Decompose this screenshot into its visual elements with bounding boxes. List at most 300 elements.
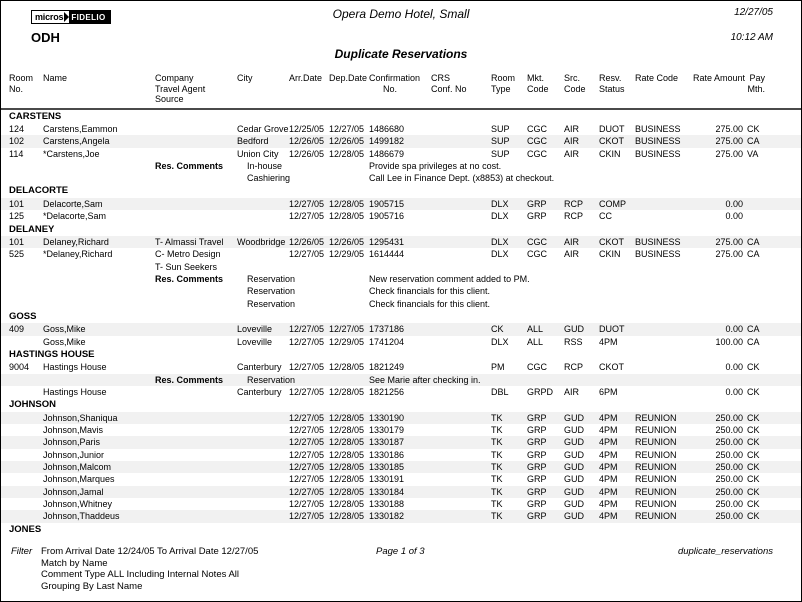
cell-city (237, 248, 289, 273)
cell-rate_code (635, 336, 693, 348)
cell-dep: 12/28/05 (329, 462, 365, 473)
column-header-row (1, 71, 801, 110)
column-header-line: Confirmation (369, 73, 421, 83)
report-id: duplicate_reservations (677, 546, 773, 558)
cell-room: 9004 (9, 362, 30, 373)
cell-crs (431, 498, 491, 510)
reservation-row (1, 412, 801, 424)
cell-city (237, 424, 289, 436)
column-header-room (9, 73, 43, 105)
cell-mkt: GRP (527, 449, 547, 460)
cell-dep: 12/26/05 (329, 237, 365, 248)
cell-name: Johnson,Whitney (43, 498, 113, 509)
reservation-row (1, 449, 801, 461)
cell-resv: CKIN (599, 148, 621, 159)
cell-src: GUD (564, 437, 584, 448)
cell-rate_code: REUNION (635, 462, 677, 473)
reservation-row (1, 210, 801, 222)
cell-company (155, 135, 237, 147)
cell-conf: 1330185 (369, 462, 405, 473)
group-header: HASTINGS HOUSE (9, 348, 95, 360)
cell-rate_code: BUSINESS (635, 249, 681, 260)
cell-rate_code: BUSINESS (635, 124, 681, 134)
cell-mkt: GRP (527, 198, 547, 209)
cell-type: CK (491, 324, 504, 335)
cell-city (237, 510, 289, 522)
res-comments-label (155, 285, 237, 297)
cell-mkt: CGC (527, 136, 547, 147)
cell-amount: 275.00 (715, 148, 743, 159)
reservation-row (1, 486, 801, 498)
cell-resv: CC (599, 211, 612, 222)
cell-pay: CK (747, 511, 760, 522)
cell-pay (743, 210, 769, 222)
cell-room (9, 412, 43, 424)
cell-amount: 250.00 (715, 449, 743, 460)
cell-conf: 1499182 (369, 136, 405, 147)
cell-src: GUD (564, 511, 584, 522)
cell-arr: 12/27/05 (289, 387, 325, 398)
cell-mkt: GRP (527, 437, 547, 448)
cell-conf: 1330190 (369, 412, 405, 423)
cell-crs (431, 386, 491, 398)
reservation-row (1, 248, 801, 273)
column-header-line: Mth. (747, 83, 765, 94)
cell-rate_code (635, 361, 693, 373)
cell-src: GUD (564, 462, 584, 473)
cell-city (237, 498, 289, 510)
cell-conf: 1330179 (369, 425, 405, 436)
column-header-line: CRS (431, 73, 451, 83)
cell-pay: CK (747, 449, 760, 460)
comment-text: Provide spa privileges at no cost. (369, 160, 502, 171)
cell-name: Delacorte,Sam (43, 198, 103, 209)
cell-arr: 12/27/05 (289, 249, 325, 260)
cell-dep: 12/27/05 (329, 324, 365, 335)
res-comments-label (155, 298, 237, 310)
cell-crs (431, 461, 491, 473)
cell-type: TK (491, 425, 503, 436)
cell-rate_code: BUSINESS (635, 136, 681, 147)
cell-rate_code: REUNION (635, 486, 677, 497)
cell-arr: 12/27/05 (289, 425, 325, 436)
column-header-line: Arr.Date (289, 73, 323, 83)
cell-amount: 250.00 (715, 511, 743, 522)
cell-dep: 12/28/05 (329, 148, 365, 159)
cell-company (155, 424, 237, 436)
cell-name: Goss,Mike (43, 336, 86, 347)
cell-company (155, 336, 237, 348)
cell-mkt: GRP (527, 511, 547, 522)
cell-pay: CK (747, 474, 760, 485)
cell-pay: CK (747, 462, 760, 473)
cell-rate_code: REUNION (635, 412, 677, 423)
column-header-line: Code (564, 83, 586, 94)
filter-line: Grouping By Last Name (41, 580, 143, 592)
cell-amount: 275.00 (715, 237, 743, 248)
company-line: T- Almassi Travel (155, 237, 224, 248)
cell-amount: 250.00 (715, 437, 743, 448)
cell-crs (431, 486, 491, 498)
cell-type: DLX (491, 249, 509, 260)
res-comments-label: Res. Comments (155, 374, 224, 385)
cell-resv: 6PM (599, 387, 618, 398)
column-header-line: Mkt. (527, 73, 544, 83)
cell-crs (431, 449, 491, 461)
cell-rate_code: REUNION (635, 425, 677, 436)
report-date: 12/27/05 (734, 7, 773, 18)
column-header-line: Travel Agent (155, 83, 206, 94)
cell-amount: 0.00 (725, 362, 743, 373)
group-header: JONES (9, 523, 42, 535)
cell-mkt: GRP (527, 462, 547, 473)
column-header-conf (369, 73, 431, 105)
cell-type: TK (491, 486, 503, 497)
cell-pay: CA (747, 249, 760, 260)
column-header-name (43, 73, 155, 105)
cell-room (9, 424, 43, 436)
cell-arr: 12/27/05 (289, 511, 325, 522)
cell-room (9, 336, 43, 348)
cell-name: Carstens,Eammon (43, 124, 118, 134)
cell-name: Carstens,Angela (43, 136, 110, 147)
comment-source: Reservation (247, 273, 296, 284)
comment-text: Check financials for this client. (369, 298, 491, 309)
cell-resv: CKOT (599, 136, 625, 147)
cell-pay: VA (747, 148, 759, 159)
cell-room: 102 (9, 136, 25, 147)
cell-conf: 1737186 (369, 324, 405, 335)
cell-pay: CK (747, 124, 760, 134)
column-header-mkt (527, 73, 564, 105)
reservation-row (1, 148, 801, 160)
cell-amount: 250.00 (715, 462, 743, 473)
group-header: DELACORTE (9, 185, 69, 197)
cell-crs (431, 361, 491, 373)
cell-type: TK (491, 462, 503, 473)
cell-city: Loveville (237, 324, 273, 335)
cell-company (155, 436, 237, 448)
cell-src: RSS (564, 336, 583, 347)
cell-mkt: CGC (527, 362, 547, 373)
comment-source: Reservation (247, 286, 296, 297)
fidelio-logo-text: FIDELIO (69, 11, 109, 23)
cell-crs (431, 436, 491, 448)
group-header: CARSTENS (9, 110, 62, 122)
cell-amount: 250.00 (715, 412, 743, 423)
column-header-dep (329, 73, 369, 105)
cell-room: 525 (9, 249, 25, 260)
column-header-line: Rate Amount (693, 73, 746, 83)
cell-amount: 0.00 (725, 324, 743, 335)
cell-city (237, 449, 289, 461)
cell-rate_code (635, 386, 693, 398)
reservation-row (1, 510, 801, 522)
comment-source: In-house (247, 160, 283, 171)
cell-src: RCP (564, 211, 584, 222)
cell-pay: CK (747, 425, 760, 436)
cell-city (237, 486, 289, 498)
cell-city (237, 412, 289, 424)
group-header: GOSS (9, 310, 37, 322)
report-title: Duplicate Reservations (334, 47, 468, 61)
cell-arr: 12/27/05 (289, 462, 325, 473)
comment-text: See Marie after checking in. (369, 374, 481, 385)
cell-arr: 12/27/05 (289, 198, 325, 209)
cell-company (155, 386, 237, 398)
cell-amount: 275.00 (715, 136, 743, 147)
cell-pay: CA (747, 237, 760, 248)
cell-dep: 12/28/05 (329, 198, 365, 209)
reservation-row (1, 123, 801, 135)
cell-arr: 12/27/05 (289, 449, 325, 460)
cell-name: Johnson,Marques (43, 474, 115, 485)
cell-arr: 12/27/05 (289, 362, 325, 373)
reservation-row (1, 473, 801, 485)
cell-name: Johnson,Shaniqua (43, 412, 118, 423)
cell-src: GUD (564, 425, 584, 436)
cell-arr: 12/27/05 (289, 437, 325, 448)
cell-room (9, 386, 43, 398)
cell-rate_code: REUNION (635, 474, 677, 485)
cell-arr: 12/27/05 (289, 486, 325, 497)
column-header-line: No. (383, 83, 398, 94)
cell-company (155, 498, 237, 510)
cell-resv: 4PM (599, 474, 618, 485)
cell-amount: 0.00 (725, 198, 743, 209)
cell-room (9, 449, 43, 461)
cell-crs (431, 473, 491, 485)
cell-type: PM (491, 362, 505, 373)
cell-dep: 12/26/05 (329, 136, 365, 147)
cell-crs (431, 424, 491, 436)
cell-room: 114 (9, 148, 24, 159)
cell-pay (743, 198, 769, 210)
cell-amount: 250.00 (715, 498, 743, 509)
cell-mkt: GRP (527, 474, 547, 485)
cell-crs (431, 148, 491, 160)
cell-resv: CKOT (599, 237, 625, 248)
cell-crs (431, 248, 491, 273)
cell-crs (431, 135, 491, 147)
cell-src: GUD (564, 449, 584, 460)
cell-pay: CA (747, 324, 760, 335)
cell-dep: 12/29/05 (329, 249, 365, 260)
cell-pay: CA (747, 136, 760, 147)
cell-type: SUP (491, 148, 510, 159)
cell-name: Goss,Mike (43, 324, 86, 335)
cell-name: Delaney,Richard (43, 237, 109, 248)
cell-conf: 1905716 (369, 211, 405, 222)
column-header-crs (431, 73, 491, 105)
cell-amount: 0.00 (725, 211, 743, 222)
cell-type: DLX (491, 336, 509, 347)
cell-conf: 1614444 (369, 249, 405, 260)
cell-dep: 12/28/05 (329, 362, 365, 373)
cell-src: RCP (564, 198, 584, 209)
cell-mkt: GRP (527, 412, 547, 423)
cell-mkt: ALL (527, 324, 544, 335)
column-header-line: Dep.Date (329, 73, 368, 83)
cell-dep: 12/28/05 (329, 437, 365, 448)
cell-amount: 275.00 (715, 124, 743, 134)
cell-type: DBL (491, 387, 509, 398)
cell-conf: 1330182 (369, 511, 405, 522)
cell-company (155, 412, 237, 424)
res-comments-label: Res. Comments (155, 160, 224, 171)
column-header-line: Code (527, 83, 549, 94)
report-time: 10:12 AM (730, 32, 773, 43)
cell-city (237, 461, 289, 473)
cell-resv: CKIN (599, 249, 621, 260)
cell-conf: 1741204 (369, 336, 405, 347)
cell-src: AIR (564, 136, 580, 147)
hotel-name: Opera Demo Hotel, Small (332, 7, 470, 21)
cell-room (9, 461, 43, 473)
cell-company (155, 148, 237, 160)
cell-company (155, 323, 237, 335)
cell-city (237, 436, 289, 448)
cell-type: TK (491, 498, 503, 509)
cell-room (9, 498, 43, 510)
comment-row (1, 285, 801, 297)
column-header-line: No. (9, 83, 24, 94)
cell-src: GUD (564, 498, 584, 509)
cell-amount: 275.00 (715, 249, 743, 260)
column-header-line: Company (155, 73, 194, 83)
cell-resv: 4PM (599, 412, 618, 423)
cell-src: AIR (564, 249, 580, 260)
cell-mkt: CGC (527, 249, 547, 260)
comment-text: New reservation comment added to PM. (369, 273, 530, 284)
cell-conf: 1295431 (369, 237, 405, 248)
cell-room: 101 (9, 237, 25, 248)
cell-dep: 12/28/05 (329, 387, 365, 398)
cell-src: AIR (564, 237, 580, 248)
cell-resv: 4PM (599, 511, 618, 522)
comment-text: Call Lee in Finance Dept. (x8853) at checkout. (369, 173, 555, 184)
cell-company (155, 510, 237, 522)
cell-mkt: GRP (527, 498, 547, 509)
cell-rate_code: REUNION (635, 498, 677, 509)
reservation-row (1, 461, 801, 473)
column-header-src (564, 73, 599, 105)
cell-arr: 12/27/05 (289, 336, 325, 347)
cell-resv: 4PM (599, 498, 618, 509)
res-comments-label (155, 172, 237, 184)
cell-crs (431, 236, 491, 248)
reservation-row (1, 135, 801, 147)
cell-pay: CA (747, 336, 760, 347)
cell-city: Union City (237, 148, 279, 159)
cell-dep: 12/28/05 (329, 474, 365, 485)
cell-mkt: CGC (527, 237, 547, 248)
filter-line: From Arrival Date 12/24/05 To Arrival Date 12/27/05 (41, 546, 259, 558)
cell-type: TK (491, 511, 503, 522)
cell-city: Loveville (237, 336, 273, 347)
column-header-pay (743, 73, 769, 105)
cell-city: Cedar Grove (237, 124, 289, 134)
cell-src: GUD (564, 486, 584, 497)
cell-crs (431, 198, 491, 210)
cell-type: SUP (491, 136, 510, 147)
cell-dep: 12/28/05 (329, 449, 365, 460)
cell-src: GUD (564, 412, 584, 423)
cell-src: RCP (564, 362, 584, 373)
cell-type: TK (491, 449, 503, 460)
column-header-line: Pay (749, 73, 765, 83)
cell-arr: 12/27/05 (289, 324, 325, 335)
cell-src: GUD (564, 324, 584, 335)
cell-room: 409 (9, 324, 25, 335)
cell-dep: 12/28/05 (329, 211, 365, 222)
cell-mkt: GRP (527, 425, 547, 436)
cell-company (155, 236, 237, 248)
cell-conf: 1486679 (369, 148, 405, 159)
cell-src: GUD (564, 474, 584, 485)
cell-name: Johnson,Malcom (43, 462, 112, 473)
cell-resv: DUOT (599, 124, 625, 134)
table-body (1, 110, 801, 537)
cell-pay: CK (747, 387, 760, 398)
cell-company (155, 210, 237, 222)
company-line: T- Sun Seekers (155, 261, 218, 272)
reservation-row (1, 336, 801, 348)
cell-mkt: CGC (527, 124, 547, 134)
cell-name: Johnson,Paris (43, 437, 101, 448)
cell-name: *Carstens,Joe (43, 148, 100, 159)
cell-resv: 4PM (599, 449, 618, 460)
cell-resv: DUOT (599, 324, 625, 335)
cell-type: TK (491, 412, 503, 423)
comment-source: Reservation (247, 374, 296, 385)
cell-room (9, 486, 43, 498)
cell-rate_code (635, 210, 693, 222)
cell-company (155, 198, 237, 210)
cell-dep: 12/27/05 (329, 124, 365, 134)
cell-room (9, 473, 43, 485)
cell-rate_code (635, 198, 693, 210)
cell-crs (431, 210, 491, 222)
comment-source: Cashiering (247, 173, 291, 184)
cell-room (9, 436, 43, 448)
cell-rate_code (635, 323, 693, 335)
column-header-company (155, 73, 237, 105)
cell-rate_code: REUNION (635, 437, 677, 448)
cell-name: *Delacorte,Sam (43, 211, 107, 222)
group-header: JOHNSON (9, 399, 56, 411)
cell-type: SUP (491, 124, 510, 134)
cell-type: TK (491, 437, 503, 448)
comment-row (1, 374, 801, 386)
reservation-row (1, 198, 801, 210)
cell-company (155, 449, 237, 461)
cell-rate_code: REUNION (635, 449, 677, 460)
reservation-row (1, 498, 801, 510)
res-comments-label: Res. Comments (155, 273, 224, 284)
cell-pay: CK (747, 412, 760, 423)
group-header: DELANEY (9, 223, 55, 235)
cell-conf: 1330191 (369, 474, 405, 485)
comment-text: Check financials for this client. (369, 286, 491, 297)
cell-arr: 12/27/05 (289, 412, 325, 423)
report-footer (1, 546, 801, 592)
column-header-rate_code (635, 73, 693, 105)
cell-conf: 1486680 (369, 124, 405, 134)
reservation-row (1, 436, 801, 448)
cell-rate_code: BUSINESS (635, 237, 681, 248)
cell-mkt: GRPD (527, 387, 554, 398)
